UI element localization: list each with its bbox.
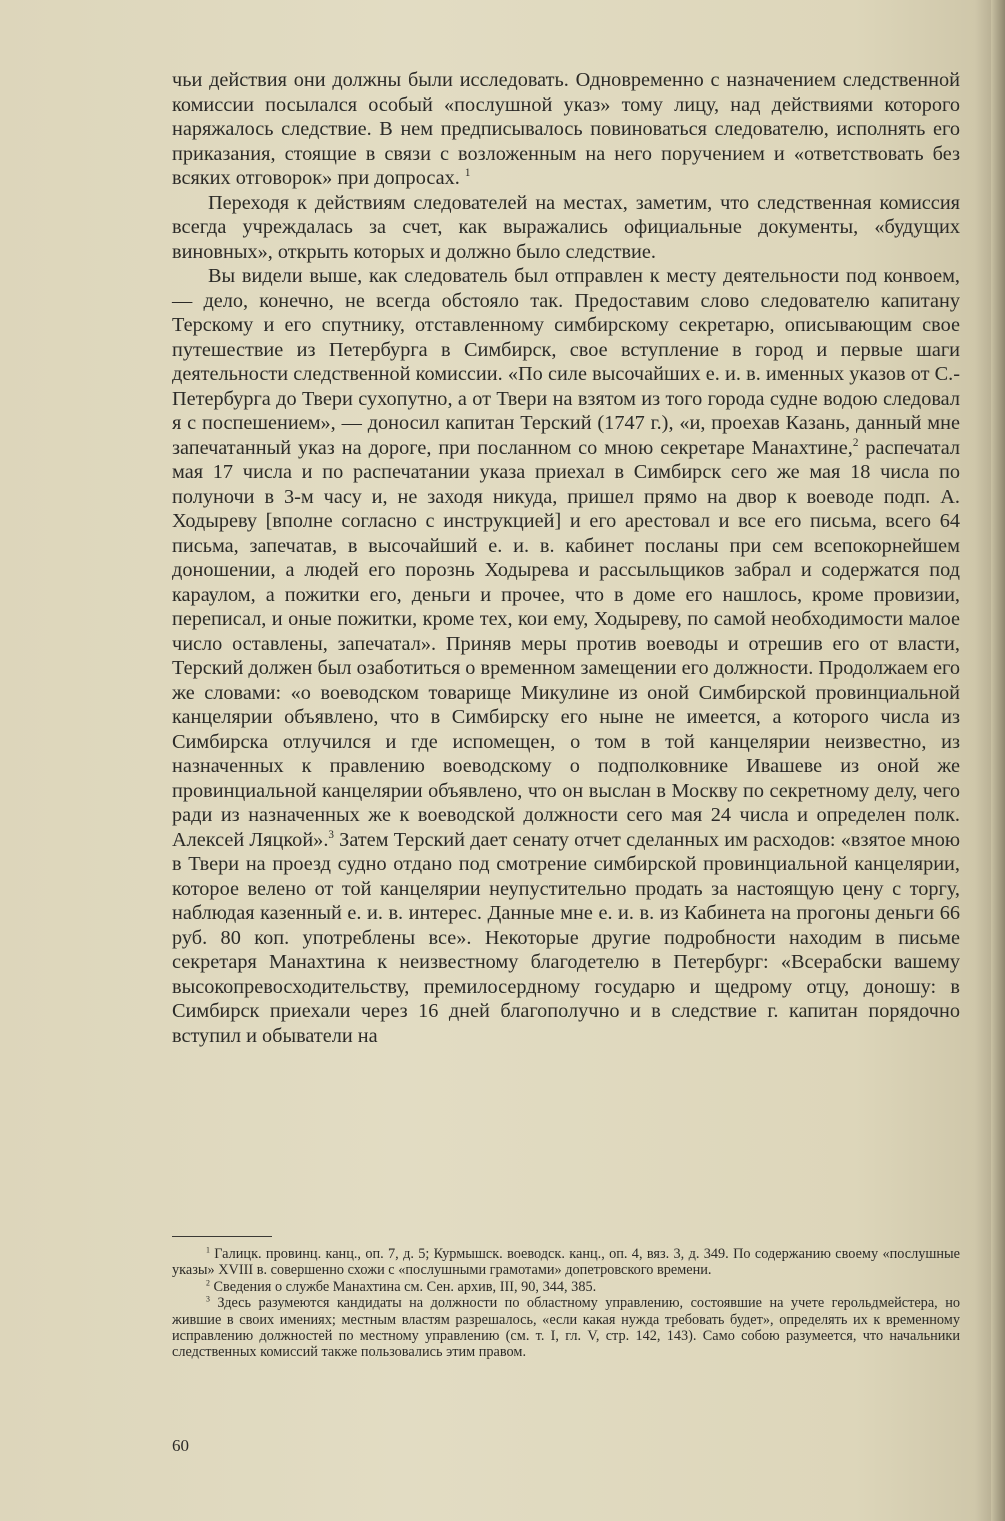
footnotes bbox=[172, 1246, 960, 1361]
footnote-1: $^1$ Галицк. провинц. канц., оп. 7, д. 5; Курмышск. воеводск. канц., оп. 4, вяз. 3, д. 349. По содержанию своему «послушные указы» XVIII в. совершенно схожи с «послушными грамотами» допетровского времени. bbox=[172, 1245, 960, 1279]
main-text bbox=[172, 68, 960, 1048]
page-number: 60 bbox=[172, 1436, 189, 1455]
page-edge bbox=[991, 0, 1005, 1521]
footnote-3: $^3$ Здесь разумеются кандидаты на должности по областному управлению, состоявшие на учете герольдмейстера, но жившие в своих имениях; местным властям разрешалось, «если какая нужда требовать будет», определять их к временному исправлению должностей по местному управлению (см. т. I, гл. V, стр. 142, 143). Само собою разумеется, что начальники следственных комиссий также пользовались этим правом. bbox=[172, 1294, 960, 1361]
footnote-2: $^2$ Сведения о службе Манахтина см. Сен. архив, III, 90, 344, 385. bbox=[206, 1278, 597, 1295]
paragraph-3: Вы видели выше, как следователь был отправлен к месту деятельности под конвоем, — дело, конечно, не всегда обстояло так. Предоставим слово следователю капитану Терскому и его спутнику, отставленному симбирскому секретарю, описывающим свое путешествие из Петербурга в Симбирск, свое вступление в город и первые шаги деятельности следственной комиссии. «По силе высочайших е. и. в. именных указов от С.-Петербурга до Твери сухопутно, а от Твери на взятом из того города судне водою следовал я с поспешением», — доносил капитан Терский (1747 г.), «и, проехав Казань, данный мне запечатанный указ на дороге, при посланном со мною секретаре Манахтине,$^2$ распечатал мая 17 числа и по распечатании указа приехал в Симбирск сего же мая 18 числа по полуночи в 3-м часу и, не заходя никуда, пришел прямо на двор к воеводе подп. А. Ходыреву [вполне согласно с инструкцией] и его арестовал и все его письма, всего 64 письма, запечатав, в высочайший е. и. в. кабинет посланы при сем всепокорнейшем доношении, а людей его порознь Ходырева и рассыльщиков забрал и содержатся под караулом, а пожитки его, деньги и прочее, что в доме его нашлось, кроме провизии, переписал, и оные пожитки, кроме тех, кои ему, Ходыреву, по самой необходимости малое число оставлены, запечатал». Приняв меры против воеводы и отрешив его от власти, Терский должен был озаботиться о временном замещении его должности. Продолжаем его же словами: «о воеводском товарище Микулине из оной Симбирской провинциальной канцелярии объявлено, что в Симбирску его ныне не имеется, а которого числа из Симбирска отлучился и где испомещен, о том в той канцелярии неизвестно, из назначенных к правлению воеводскому о подполковнике Ивашеве из оной же провинциальной канцелярии объявлено, что он выслан в Москву по секретному делу, чего ради из назначенных же к воеводской должности сего мая 24 числа и определен полк. Алексей Ляцкой».$^3$ Затем Терский дает сенату отчет сделанных им расходов: «взятое мною в Твери на проезд судно отдано под смотрение симбирской провинциальной канцелярии, которое велено от той канцелярии неупустительно продать за настоящую цену с торгу, наблюдая казенный е. и. в. интерес. Данные мне е. и. в. из Кабинета на прогоны деньги 66 руб. 80 коп. употреблены все». Некоторые другие подробности находим в письме секретаря Манахтина к неизвестному благодетелю в Петербург: «Всерабски вашему высокопревосходительству, премилосердному государю и щедрому отцу, доношу: в Симбирск приехали через 16 дней благополучно и в следствие г. капитан порядочно вступил и обыватели на bbox=[172, 265, 960, 1047]
footnote-ref-1: 1 bbox=[464, 167, 471, 180]
paragraph-1: чьи действия они должны были исследовать. Одновременно с назначением следственной комиссии посылался особый «послушной указ» тому лицу, над действиями которого наряжалось следствие. В нем предписывалось повиноваться следователю, исполнять его приказания, стоящие в связи с возложенным на него поручением и «ответствовать без всяких отговорок» при допросах. $^1$ bbox=[172, 69, 960, 189]
footnote-ref-3: 3 bbox=[328, 828, 334, 841]
footnote-divider bbox=[172, 1236, 272, 1237]
footnote-ref-2: 2 bbox=[852, 436, 859, 449]
paragraph-2: Переходя к действиям следователей на местах, заметим, что следственная комиссия всегда учреждалась за счет, как выражались официальные документы, «будущих виновных», открыть которых и должно было следствие. bbox=[172, 191, 960, 263]
